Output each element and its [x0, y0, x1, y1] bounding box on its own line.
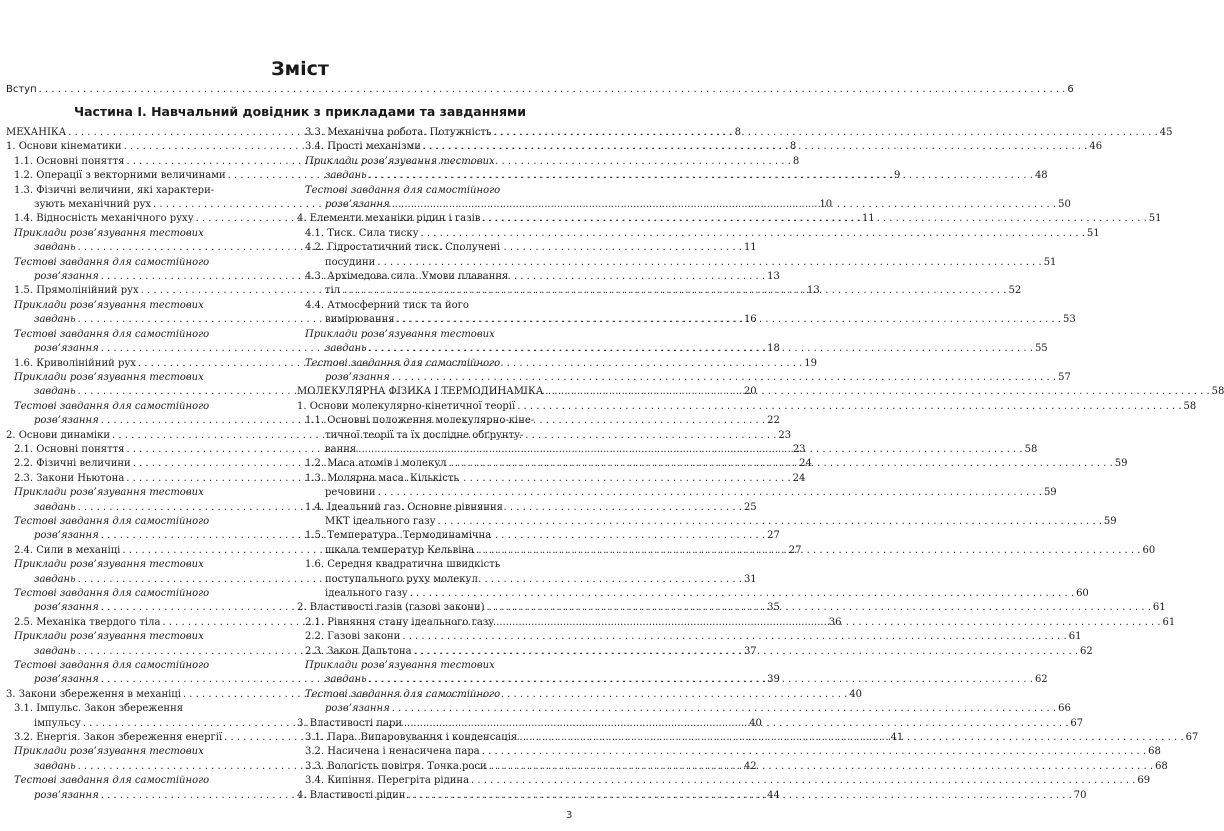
- toc-entry-page: 8: [792, 155, 800, 167]
- leader-dots: [496, 616, 1160, 630]
- toc-entry-title: 2.1. Рівняння стану ідеального газу: [305, 616, 495, 628]
- toc-entry-title: 1.5. Прямолінійний рух: [14, 285, 139, 297]
- toc-entry-title: Приклади розв’язування тестових: [14, 746, 204, 758]
- toc-entry-page: 66: [1058, 703, 1071, 715]
- leader-dots: [392, 198, 1056, 212]
- toc-entry-page: 40: [849, 688, 863, 700]
- toc-entry-title: МЕХАНІКА: [6, 127, 67, 138]
- toc-entry: [297, 140, 1103, 154]
- toc-entry-page: 11: [861, 213, 875, 225]
- toc-entry-title: 3. Властивості пари: [297, 717, 403, 729]
- toc-entry-page: 61: [1162, 616, 1176, 628]
- toc-entry-title: 2.3. Закон Дальтона: [305, 645, 412, 657]
- toc-entry-title: 1.6. Криволінійний рух: [14, 357, 136, 369]
- toc-entry-title: 2. Властивості газів (газові закони): [297, 602, 485, 614]
- toc-entry-page: 51: [1086, 227, 1100, 239]
- toc-entry-page: 67: [1185, 732, 1199, 744]
- toc-entry-title: 1.4. Ідеальний газ. Основне рівняння: [305, 501, 503, 513]
- toc-entry-intro-page: 6: [1067, 84, 1074, 95]
- toc-entry-title: 3.1. Пара. Випаровування і конденсація: [305, 732, 518, 744]
- toc-entry-title: 4.3. Архімедова сила. Умови плавання: [305, 271, 509, 283]
- toc-entry-page: 22: [767, 415, 780, 427]
- toc-entry-title: Тестові завдання для самостійного: [14, 256, 210, 268]
- toc-entry-title: завдань: [34, 386, 76, 398]
- toc-entry-title: розв’язання: [325, 703, 390, 715]
- toc-entry-title: шкала температур Кельвіна: [325, 544, 475, 556]
- toc-entry-title: 3.4. Прості механізми: [305, 141, 421, 153]
- leader-dots: . . . . . . . . . . . . . . . . . . . . . . . . . . . . . . . . . . . . . . . . . . . . . . . . . . . . . . . . . . . . . . . . . . . . . . . . . . . . . . . . . . . . . . . . . . . . . . . . . . . . . . . . . . . . . . . . . . . . . . . . . . . . . . . . . . . . . . . . . . . . . . . . . . . . . . . . . . . . . . . . . .: [38, 84, 1066, 95]
- toc-entry-page: 50: [1058, 199, 1071, 211]
- toc-entry-page: 10: [819, 199, 833, 211]
- toc-entry-title: завдань: [325, 343, 367, 355]
- toc-entry-title: Тестові завдання для самостійного: [14, 588, 210, 599]
- toc-entry: [297, 630, 1082, 644]
- toc-entry-page: 48: [1034, 170, 1048, 182]
- toc-entry-page: 61: [1068, 631, 1082, 643]
- toc-entry-title: завдань: [34, 573, 76, 585]
- toc-entry-page: 70: [1073, 789, 1087, 801]
- toc-entry-page: 16: [743, 314, 757, 326]
- toc-entry-page: 58: [1024, 443, 1038, 455]
- toc-entry-page: 61: [1152, 602, 1166, 614]
- toc-entry-title: розв’язання: [34, 602, 99, 614]
- toc-entry-title: тіл: [325, 285, 341, 297]
- toc-entry-title: Приклади розв’язування тестових: [305, 155, 495, 167]
- leader-dots: [397, 313, 1061, 327]
- toc-entry-page: 62: [1080, 645, 1093, 657]
- toc-entry-page: 40: [749, 717, 762, 729]
- leader-dots: [482, 745, 1146, 759]
- page-number: 3: [566, 810, 573, 821]
- toc-entry: [297, 227, 1100, 241]
- toc-entry-title: 3.3. Механічна робота. Потужність: [305, 127, 492, 138]
- toc-entry-title: Приклади розв’язування тестових: [14, 631, 204, 643]
- toc-entry-title: Тестові завдання для самостійного: [14, 660, 210, 672]
- toc-entry-title: 3.1. Імпульс. Закон збереження: [14, 703, 184, 715]
- toc-entry-page: 25: [743, 501, 757, 513]
- toc-entry-page: 51: [1148, 213, 1162, 225]
- toc-entry-page: 59: [1043, 487, 1057, 499]
- toc-entry-title: Приклади розв’язування тестових: [14, 299, 204, 311]
- leader-dots: [377, 256, 1041, 270]
- toc-entry-title: розв’язання: [34, 415, 99, 427]
- leader-dots: [438, 515, 1102, 529]
- toc-entry-title: 1.3. Молярна маса. Кількість: [305, 472, 459, 484]
- toc-entry-page: 18: [767, 343, 780, 355]
- toc-entry-page: 24: [799, 458, 812, 470]
- leader-dots: [369, 673, 1033, 687]
- toc-entry-title: МОЛЕКУЛЯРНА ФІЗИКА І ТЕРМОДИНАМІКА: [297, 386, 544, 398]
- toc-entry-title: Приклади розв’язування тестових: [14, 371, 204, 383]
- toc-entry-title: вимірювання: [325, 314, 395, 326]
- leader-dots: [369, 169, 1033, 183]
- leader-dots: [369, 342, 1033, 356]
- toc-entry-title: Тестові завдання для самостійного: [305, 688, 501, 700]
- leader-dots: [517, 400, 1181, 414]
- leader-dots: [476, 544, 1140, 558]
- toc-entry-title: Тестові завдання для самостійного: [305, 184, 501, 196]
- toc-entry-title: 1.2. Маса атомів і молекул: [305, 458, 447, 470]
- toc-entry-title: 4.2. Гідростатичний тиск. Сполучені: [305, 242, 501, 254]
- toc-entry-page: 57: [1058, 371, 1071, 383]
- toc-entry-title: завдань: [34, 760, 76, 772]
- toc-entry-page: 60: [1142, 544, 1156, 556]
- toc-entry-page: 62: [1034, 674, 1048, 686]
- toc-entry-title: 2.5. Механіка твердого тіла: [14, 616, 161, 628]
- toc-entry-page: 44: [767, 789, 780, 801]
- toc-entry-page: 42: [743, 760, 757, 772]
- toc-entry-page: 37: [743, 645, 757, 657]
- toc-entry-title: розв’язання: [325, 199, 390, 211]
- toc-entry-title: Тестові завдання для самостійного: [14, 328, 210, 340]
- toc-entry-page: 60: [1076, 588, 1089, 599]
- leader-dots: [489, 760, 1153, 774]
- leader-dots: [493, 126, 1157, 140]
- leader-dots: [423, 140, 1087, 154]
- toc-entry-page: 23: [792, 443, 806, 455]
- leader-dots: [392, 371, 1056, 385]
- toc-entry-page: 27: [767, 530, 780, 542]
- toc-entry-page: 8: [734, 127, 741, 138]
- toc-entry-title: 3.2. Енергія. Закон збереження енергії: [14, 732, 223, 744]
- toc-entry-page: 31: [743, 573, 757, 585]
- toc-entry-title: Тестові завдання для самостійного: [14, 400, 210, 412]
- toc-entry-title: розв’язання: [34, 530, 99, 542]
- toc-entry: [297, 745, 1161, 759]
- toc-entry-page: 46: [1089, 141, 1103, 153]
- toc-entry-page: 68: [1155, 760, 1168, 772]
- toc-entry-page: 55: [1034, 343, 1048, 355]
- toc-entry-title: 1.1. Основні поняття: [14, 155, 125, 167]
- toc-entry-title: 1.1. Основні положення молекулярно-кіне-: [305, 415, 535, 427]
- toc-entry-title: 3.2. Насичена і ненасичена пара: [305, 746, 480, 758]
- toc-entry-title: Приклади розв’язування тестових: [305, 660, 495, 672]
- toc-entry-title: 1.4. Відносність механічного руху: [14, 213, 194, 225]
- toc-entry-title: Приклади розв’язування тестових: [14, 227, 204, 239]
- toc-entry-page: 36: [828, 616, 842, 628]
- leader-dots: [482, 212, 1146, 226]
- toc-entry-title: 1.2. Операції з векторними величинами: [14, 170, 226, 182]
- toc-entry-title: 2.3. Закони Ньютона: [14, 472, 125, 484]
- toc-entry-title: МКТ ідеального газу: [325, 515, 436, 527]
- leader-dots: [448, 457, 1112, 471]
- toc-entry-title: 4.1. Тиск. Сила тиску: [305, 227, 419, 239]
- toc-entry-title: 2.2. Фізичні величини: [14, 458, 131, 470]
- toc-entry-title: завдань: [34, 242, 76, 254]
- leader-dots: [378, 486, 1042, 500]
- toc-entry-intro: [6, 84, 1074, 96]
- toc-entry: [297, 126, 1173, 140]
- toc-entry-title: розв’язання: [34, 674, 99, 686]
- toc-entry-page: 59: [1114, 458, 1128, 470]
- toc-entry-page: 20: [743, 386, 757, 398]
- leader-dots: [471, 774, 1135, 788]
- toc-entry-title: розв’язання: [34, 271, 99, 283]
- toc-entry-title: посудини: [325, 256, 376, 268]
- toc-entry-title: 4. Елементи механіки рідин і газів: [297, 213, 481, 225]
- toc-entry-page: 35: [767, 602, 780, 614]
- toc-entry-title: зують механічний рух: [34, 199, 152, 211]
- toc-entry-page: 8: [789, 141, 797, 153]
- toc-entry-title: Приклади розв’язування тестових: [14, 559, 204, 571]
- toc-entry-title: 1. Основи молекулярно-кінетичної теорії: [297, 400, 516, 412]
- toc-entry-title: речовини: [325, 487, 376, 499]
- toc-entry-title: 1.5. Температура. Термодинамічна: [305, 530, 492, 542]
- toc-entry-title: вання: [325, 443, 357, 455]
- leader-dots: [402, 630, 1066, 644]
- toc-entry-title: 4.4. Атмосферний тиск та його: [305, 299, 469, 311]
- toc-entry-title: завдань: [34, 645, 76, 657]
- toc-entry: [297, 400, 1197, 414]
- toc-entry-page: 13: [807, 285, 820, 297]
- toc-entry-page: 53: [1062, 314, 1076, 326]
- toc-entry-title: тичної теорії та їх дослідне обґрунту-: [325, 429, 524, 441]
- toc-entry-page: 58: [1211, 386, 1224, 398]
- toc-entry-title: ідеального газу: [325, 588, 408, 599]
- toc-entry-title: імпульсу: [34, 717, 81, 729]
- toc-entry-page: 19: [804, 357, 817, 369]
- toc-entry-title: 4. Властивості рідин: [297, 789, 406, 801]
- toc-entry-page: 41: [890, 732, 904, 744]
- toc-entry-title: 1.3. Фізичні величини, які характери-: [14, 184, 215, 196]
- leader-dots: [358, 443, 1022, 457]
- leader-dots: [414, 645, 1078, 659]
- toc-entry-page: 67: [1070, 717, 1084, 729]
- toc-entry-page: 9: [894, 170, 901, 182]
- toc-entry-title: 3.4. Кипіння. Перегріта рідина: [305, 775, 470, 787]
- toc-entry-page: 59: [1103, 515, 1117, 527]
- toc-entry-title: Приклади розв’язування тестових: [305, 328, 495, 340]
- leader-dots: [342, 284, 1006, 298]
- toc-entry-title: завдань: [325, 170, 367, 182]
- toc-entry-title: 3.3. Вологість повітря. Точка роси: [305, 760, 487, 772]
- leader-dots: [421, 227, 1085, 241]
- toc-entry-page: 39: [767, 674, 780, 686]
- toc-entry-page: 45: [1159, 127, 1173, 138]
- leader-dots: [410, 587, 1074, 601]
- toc-entry-title: 3. Закони збереження в механіці: [6, 688, 181, 700]
- leader-dots: [392, 702, 1056, 716]
- toc-entry-title: 2.4. Сили в механіці: [14, 544, 121, 556]
- leader-dots: [519, 731, 1183, 745]
- toc-entry-title: розв’язання: [325, 371, 390, 383]
- toc-entry-title: Приклади розв’язування тестових: [14, 487, 204, 499]
- leader-dots: [407, 789, 1071, 803]
- toc-entry-title: 1. Основи кінематики: [6, 141, 122, 153]
- toc-entry-title: розв’язання: [34, 789, 99, 801]
- page-title: Зміст: [271, 58, 329, 80]
- toc-entry-page: 27: [788, 544, 802, 556]
- toc-entry-page: 51: [1043, 256, 1057, 268]
- toc-entry-title: завдань: [34, 501, 76, 513]
- toc-entry-page: 68: [1148, 746, 1161, 758]
- toc-entry-title: Тестові завдання для самостійного: [14, 515, 210, 527]
- leader-dots: [545, 385, 1209, 399]
- toc-entry-page: 23: [778, 429, 792, 441]
- toc-entry-page: 11: [743, 242, 757, 254]
- toc-entry-title: завдань: [325, 674, 367, 686]
- toc-entry-title: поступального руху молекул: [325, 573, 478, 585]
- toc-entry-title: завдань: [34, 314, 76, 326]
- toc-entry-title: Тестові завдання для самостійного: [305, 357, 501, 369]
- toc-entry: [297, 774, 1151, 788]
- toc-entry-title: 2.1. Основні поняття: [14, 443, 125, 455]
- toc-entry-title: 1.6. Середня квадратична швидкість: [305, 559, 501, 571]
- toc-entry-intro-label: Вступ: [6, 84, 37, 95]
- toc-entry-page: 24: [792, 472, 806, 484]
- leader-dots: [487, 601, 1151, 615]
- toc-entry: [297, 155, 1048, 184]
- toc-entry-page: 52: [1008, 285, 1022, 297]
- toc-entry-page: 58: [1183, 400, 1197, 412]
- leader-dots: [404, 717, 1068, 731]
- toc-entry-title: 2. Основи динаміки: [6, 429, 111, 441]
- toc-entry-page: 13: [767, 271, 780, 283]
- toc-entry-page: 69: [1137, 775, 1151, 787]
- toc-entry-title: Тестові завдання для самостійного: [14, 775, 210, 787]
- part-heading: Частина І. Навчальний довідник з прикладами та завданнями: [73, 104, 527, 119]
- toc-entry-title: 2.2. Газові закони: [305, 631, 401, 643]
- toc-entry-title: розв’язання: [34, 343, 99, 355]
